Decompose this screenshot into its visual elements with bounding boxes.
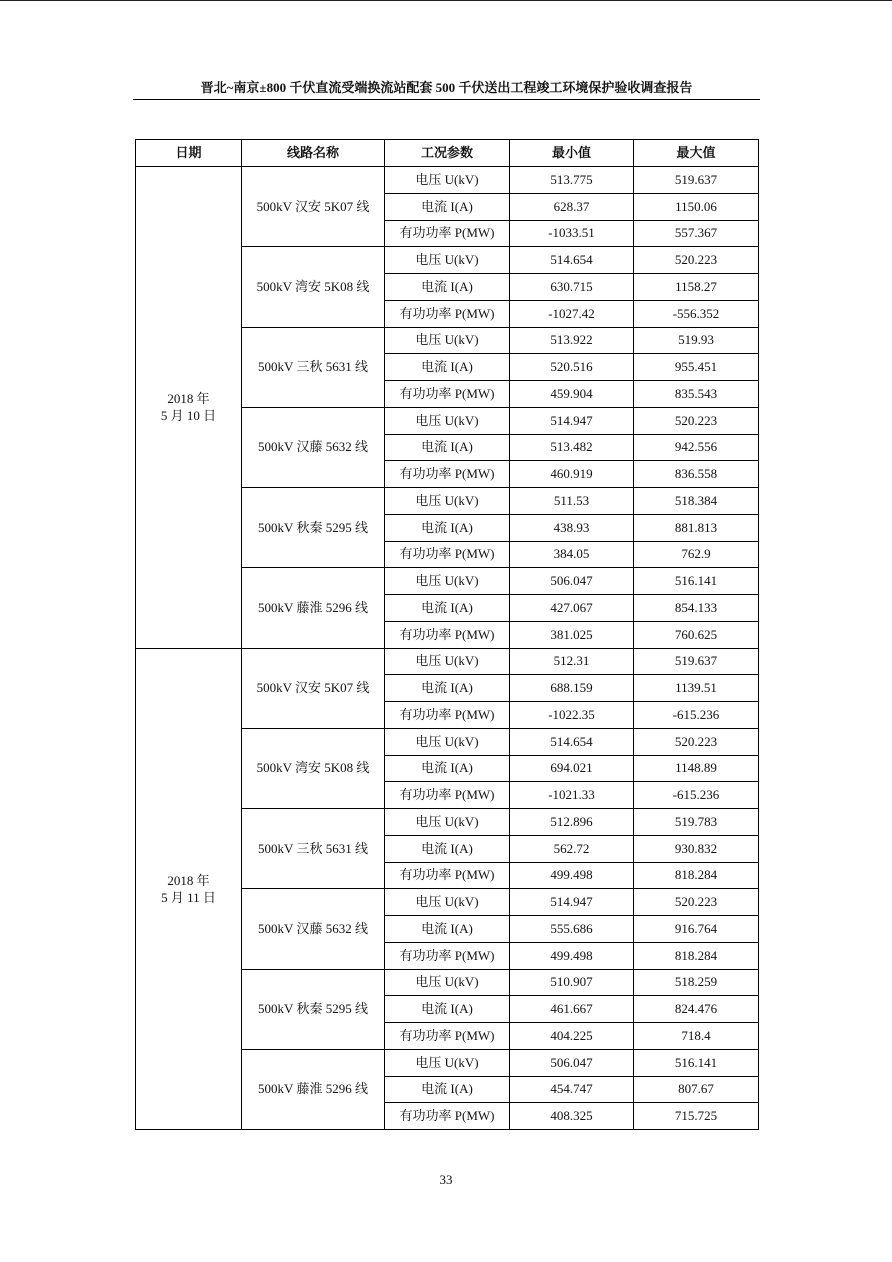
min-value-cell: 408.325	[510, 1103, 634, 1130]
parameter-cell: 电流 I(A)	[385, 274, 510, 301]
min-value-cell: 694.021	[510, 755, 634, 782]
min-value-cell: 688.159	[510, 675, 634, 702]
min-value-cell: 513.922	[510, 327, 634, 354]
max-value-cell: 836.558	[634, 461, 759, 488]
parameter-cell: 电流 I(A)	[385, 434, 510, 461]
line-name-cell: 500kV 汉藤 5632 线	[242, 407, 385, 487]
parameter-cell: 电流 I(A)	[385, 755, 510, 782]
min-value-cell: -1021.33	[510, 782, 634, 809]
line-name-cell: 500kV 汉安 5K07 线	[242, 167, 385, 247]
min-value-cell: 499.498	[510, 942, 634, 969]
page-top-rule	[0, 0, 892, 1]
date-year: 2018 年	[167, 391, 210, 407]
parameter-cell: 电压 U(kV)	[385, 568, 510, 595]
parameter-cell: 电流 I(A)	[385, 916, 510, 943]
max-value-cell: 519.93	[634, 327, 759, 354]
min-value-cell: 461.667	[510, 996, 634, 1023]
line-name-cell: 500kV 藤淮 5296 线	[242, 568, 385, 648]
parameter-cell: 有功功率 P(MW)	[385, 702, 510, 729]
parameter-cell: 有功功率 P(MW)	[385, 621, 510, 648]
line-name-cell: 500kV 秋秦 5295 线	[242, 488, 385, 568]
max-value-cell: 1158.27	[634, 274, 759, 301]
line-name-cell: 500kV 湾安 5K08 线	[242, 247, 385, 327]
min-value-cell: 427.067	[510, 595, 634, 622]
parameter-cell: 电压 U(kV)	[385, 488, 510, 515]
max-value-cell: 818.284	[634, 862, 759, 889]
max-value-cell: 519.637	[634, 167, 759, 194]
min-value-cell: 512.31	[510, 648, 634, 675]
parameter-cell: 电压 U(kV)	[385, 167, 510, 194]
date-cell	[136, 167, 242, 649]
parameter-cell: 电流 I(A)	[385, 996, 510, 1023]
line-name-cell: 500kV 秋秦 5295 线	[242, 969, 385, 1049]
max-value-cell: 955.451	[634, 354, 759, 381]
parameter-cell: 电压 U(kV)	[385, 809, 510, 836]
line-name-cell: 500kV 汉藤 5632 线	[242, 889, 385, 969]
min-value-cell: 514.947	[510, 407, 634, 434]
parameter-cell: 有功功率 P(MW)	[385, 461, 510, 488]
min-value-cell: 499.498	[510, 862, 634, 889]
table-row	[136, 167, 759, 194]
min-value-cell: 555.686	[510, 916, 634, 943]
parameter-cell: 有功功率 P(MW)	[385, 862, 510, 889]
parameter-cell: 有功功率 P(MW)	[385, 300, 510, 327]
max-value-cell: -556.352	[634, 300, 759, 327]
parameter-cell: 有功功率 P(MW)	[385, 381, 510, 408]
column-header-line-name: 线路名称	[242, 140, 385, 167]
parameter-cell: 电压 U(kV)	[385, 889, 510, 916]
parameter-cell: 有功功率 P(MW)	[385, 942, 510, 969]
min-value-cell: 438.93	[510, 514, 634, 541]
parameter-cell: 电压 U(kV)	[385, 728, 510, 755]
max-value-cell: 718.4	[634, 1023, 759, 1050]
parameter-cell: 有功功率 P(MW)	[385, 1023, 510, 1050]
line-name-cell: 500kV 汉安 5K07 线	[242, 648, 385, 728]
parameter-cell: 电流 I(A)	[385, 595, 510, 622]
parameter-cell: 电流 I(A)	[385, 675, 510, 702]
min-value-cell: 510.907	[510, 969, 634, 996]
operating-conditions-table	[135, 139, 759, 1130]
min-value-cell: 511.53	[510, 488, 634, 515]
parameter-cell: 电压 U(kV)	[385, 1049, 510, 1076]
max-value-cell: 881.813	[634, 514, 759, 541]
min-value-cell: 512.896	[510, 809, 634, 836]
min-value-cell: 513.482	[510, 434, 634, 461]
line-name-cell: 500kV 三秋 5631 线	[242, 327, 385, 407]
max-value-cell: 516.141	[634, 568, 759, 595]
min-value-cell: 628.37	[510, 193, 634, 220]
parameter-cell: 电压 U(kV)	[385, 327, 510, 354]
max-value-cell: 762.9	[634, 541, 759, 568]
parameter-cell: 有功功率 P(MW)	[385, 220, 510, 247]
line-name-cell: 500kV 三秋 5631 线	[242, 809, 385, 889]
max-value-cell: 1148.89	[634, 755, 759, 782]
max-value-cell: 520.223	[634, 247, 759, 274]
running-header-title: 晋北~南京±800 千伏直流受端换流站配套 500 千伏送出工程竣工环境保护验收调查报告	[133, 79, 760, 100]
max-value-cell: 1150.06	[634, 193, 759, 220]
column-header-min: 最小值	[510, 140, 634, 167]
parameter-cell: 电压 U(kV)	[385, 648, 510, 675]
min-value-cell: 514.654	[510, 728, 634, 755]
max-value-cell: 854.133	[634, 595, 759, 622]
table-header-row	[136, 140, 759, 167]
max-value-cell: 835.543	[634, 381, 759, 408]
max-value-cell: 942.556	[634, 434, 759, 461]
max-value-cell: 1139.51	[634, 675, 759, 702]
parameter-cell: 电流 I(A)	[385, 1076, 510, 1103]
column-header-max: 最大值	[634, 140, 759, 167]
min-value-cell: -1027.42	[510, 300, 634, 327]
max-value-cell: 519.637	[634, 648, 759, 675]
max-value-cell: 519.783	[634, 809, 759, 836]
line-name-cell: 500kV 藤淮 5296 线	[242, 1049, 385, 1129]
table-header	[136, 140, 759, 167]
column-header-date: 日期	[136, 140, 242, 167]
max-value-cell: 818.284	[634, 942, 759, 969]
column-header-parameter: 工况参数	[385, 140, 510, 167]
max-value-cell: 516.141	[634, 1049, 759, 1076]
min-value-cell: 520.516	[510, 354, 634, 381]
max-value-cell: 715.725	[634, 1103, 759, 1130]
min-value-cell: 460.919	[510, 461, 634, 488]
parameter-cell: 电流 I(A)	[385, 514, 510, 541]
max-value-cell: 760.625	[634, 621, 759, 648]
min-value-cell: 630.715	[510, 274, 634, 301]
max-value-cell: 807.67	[634, 1076, 759, 1103]
min-value-cell: 454.747	[510, 1076, 634, 1103]
table-body	[136, 167, 759, 1130]
min-value-cell: 384.05	[510, 541, 634, 568]
max-value-cell: 520.223	[634, 889, 759, 916]
table-row	[136, 648, 759, 675]
parameter-cell: 电压 U(kV)	[385, 407, 510, 434]
min-value-cell: 513.775	[510, 167, 634, 194]
parameter-cell: 电压 U(kV)	[385, 247, 510, 274]
parameter-cell: 有功功率 P(MW)	[385, 541, 510, 568]
date-day: 5 月 11 日	[161, 889, 216, 905]
parameter-cell: 电压 U(kV)	[385, 969, 510, 996]
max-value-cell: 824.476	[634, 996, 759, 1023]
date-day: 5 月 10 日	[160, 408, 217, 424]
page-number: 33	[439, 1172, 453, 1187]
min-value-cell: 459.904	[510, 381, 634, 408]
parameter-cell: 有功功率 P(MW)	[385, 782, 510, 809]
min-value-cell: 381.025	[510, 621, 634, 648]
max-value-cell: 520.223	[634, 728, 759, 755]
min-value-cell: 562.72	[510, 835, 634, 862]
max-value-cell: 557.367	[634, 220, 759, 247]
min-value-cell: 404.225	[510, 1023, 634, 1050]
parameter-cell: 电流 I(A)	[385, 354, 510, 381]
max-value-cell: -615.236	[634, 702, 759, 729]
date-cell	[136, 648, 242, 1130]
max-value-cell: 518.259	[634, 969, 759, 996]
min-value-cell: 506.047	[510, 568, 634, 595]
min-value-cell: 514.947	[510, 889, 634, 916]
min-value-cell: 506.047	[510, 1049, 634, 1076]
max-value-cell: 930.832	[634, 835, 759, 862]
max-value-cell: 520.223	[634, 407, 759, 434]
max-value-cell: 916.764	[634, 916, 759, 943]
line-name-cell: 500kV 湾安 5K08 线	[242, 728, 385, 808]
parameter-cell: 有功功率 P(MW)	[385, 1103, 510, 1130]
max-value-cell: 518.384	[634, 488, 759, 515]
parameter-cell: 电流 I(A)	[385, 193, 510, 220]
max-value-cell: -615.236	[634, 782, 759, 809]
min-value-cell: -1022.35	[510, 702, 634, 729]
min-value-cell: 514.654	[510, 247, 634, 274]
min-value-cell: -1033.51	[510, 220, 634, 247]
parameter-cell: 电流 I(A)	[385, 835, 510, 862]
date-year: 2018 年	[167, 872, 210, 888]
